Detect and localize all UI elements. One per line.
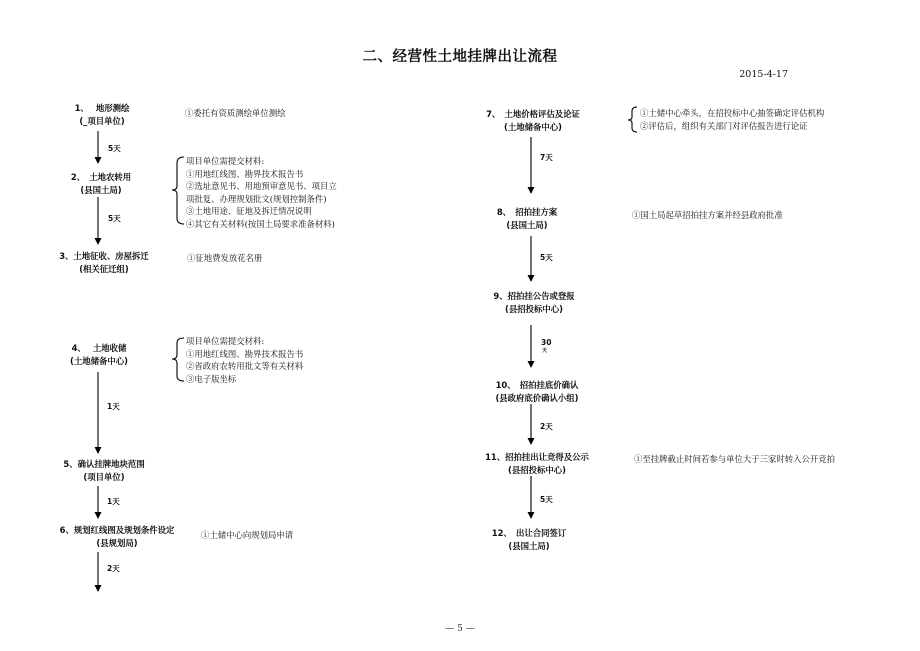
duration-1-2: 5天: [108, 144, 121, 153]
note-step-8: ①国土局起草招拍挂方案并经县政府批准: [632, 210, 783, 220]
page-number: — 5 —: [445, 624, 475, 634]
note-step-4: 项目单位需提交材料: ①用地红线图、勘界技术报告书 ②省政府农转用批文等有关材料 ③电子版坐标: [186, 336, 304, 384]
duration-11-12: 5天: [540, 495, 553, 504]
duration-9-10-unit: 天: [542, 348, 548, 354]
page-title: 二、经营性土地挂牌出让流程: [362, 49, 558, 65]
duration-8-9: 5天: [540, 253, 553, 262]
duration-6-end: 2天: [107, 564, 120, 573]
note-step-6: ①土储中心向规划局申请: [201, 530, 294, 540]
step-4: 4、 土地收储 (土地储备中心): [70, 343, 128, 366]
step-6: 6、规划红线图及规划条件设定 (县规划局): [59, 525, 175, 548]
step-1: 1、 地形测绘 (_项目单位): [74, 103, 130, 126]
brace-7: [628, 107, 637, 132]
duration-9-10: 30: [541, 338, 552, 347]
step-2: 2、 土地农转用 (县国土局): [70, 172, 132, 195]
note-step-7: ①土储中心牵头，在招投标中心抽签确定评估机构 ②评估后，组织有关部门对评估报告进行论证: [640, 108, 825, 131]
document-date: 2015-4-17: [739, 69, 788, 80]
step-3: 3、土地征收、房屋拆迁 (相关征迁组): [59, 251, 149, 274]
note-step-3: ①征地费发放花名册: [187, 253, 263, 263]
note-step-11: ①至挂牌截止时间若参与单位大于三家时转入公开竞拍: [634, 454, 835, 464]
brace-4: [172, 338, 184, 381]
note-step-1: ①委托有资质测绘单位测绘: [185, 108, 286, 118]
step-7: 7、 土地价格评估及论证 (土地储备中心): [486, 109, 580, 132]
step-5: 5、确认挂牌地块范围 (项目单位): [63, 459, 145, 482]
step-10: 10、 招拍挂底价确认 (县政府底价确认小组): [495, 380, 579, 403]
duration-2-3: 5天: [108, 214, 121, 223]
duration-10-11: 2天: [540, 422, 553, 431]
brace-2: [172, 157, 184, 224]
duration-7-8: 7天: [540, 153, 553, 162]
duration-4-5: 1天: [107, 402, 120, 411]
note-step-2: 项目单位需提交材料: ①用地红线图、勘界技术报告书 ②选址意见书、用地预审意见书、项目立 项批复、办理规划批文(规划控制条件) ③土地用途、征地及拆迁情况说明 ④其它有关材料(按国土局要求准备材料): [186, 156, 337, 229]
step-9: 9、招拍挂公告或登报 (县招投标中心): [493, 291, 575, 314]
step-8: 8、 招拍挂方案 (县国土局): [496, 207, 558, 230]
step-12: 12、 出让合同签订 (县国土局): [491, 528, 567, 551]
step-11: 11、招拍挂出让竞得及公示 (县招投标中心): [485, 452, 589, 475]
duration-5-6: 1天: [107, 497, 120, 506]
